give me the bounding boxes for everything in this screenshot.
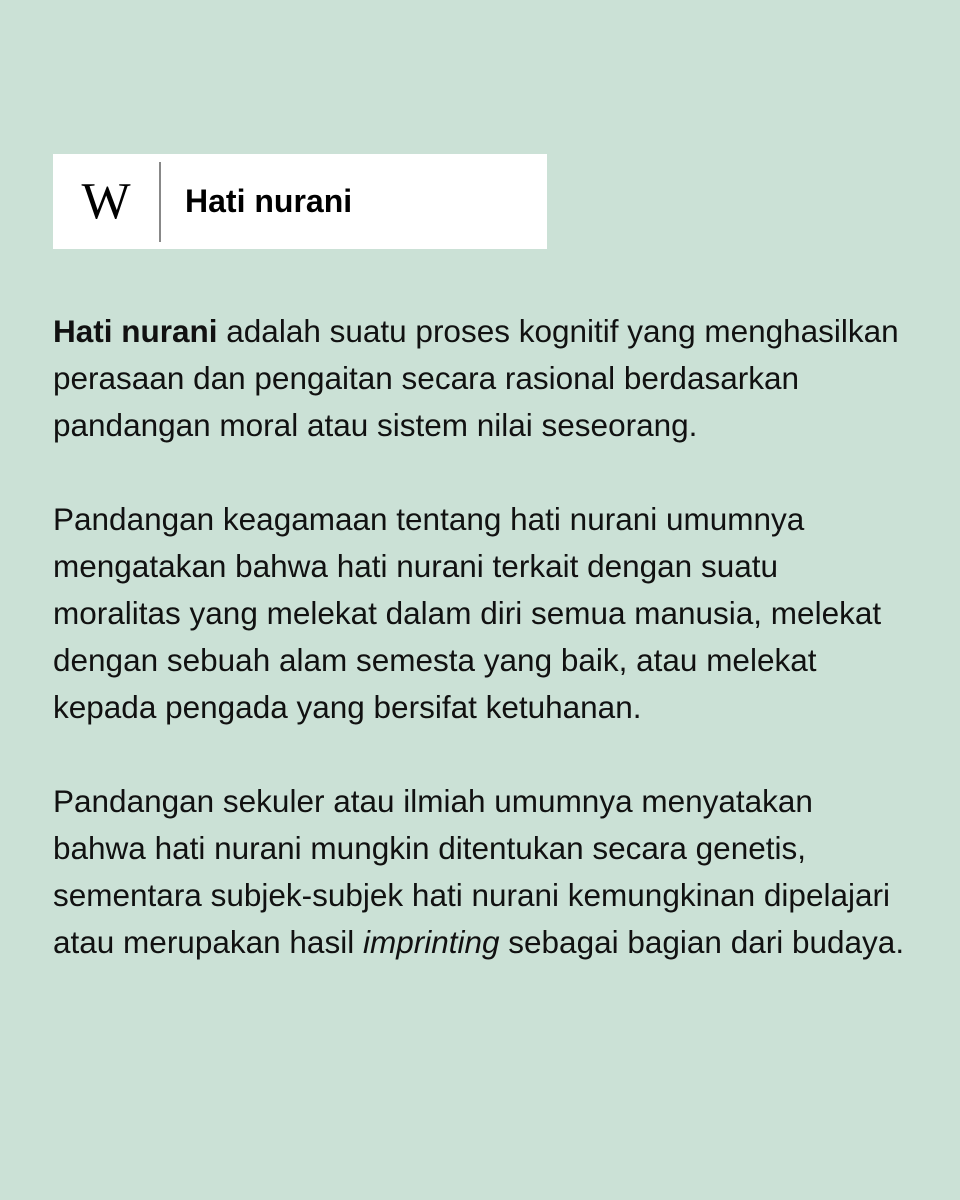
article-title: Hati nurani	[185, 183, 353, 219]
header-divider	[159, 162, 161, 242]
wikipedia-logo-icon: W	[81, 173, 125, 230]
article-header-card	[53, 154, 547, 249]
article-body	[53, 308, 913, 966]
paragraph-secular-view	[53, 778, 913, 966]
paragraph-text: adalah suatu proses kognitif yang menghasilkan perasaan dan pengaitan secara rasional berdasarkan pandangan moral atau sistem nilai seseorang.	[53, 313, 899, 443]
paragraph-text: Pandangan keagamaan tentang hati nurani umumnya mengatakan bahwa hati nurani terkait dengan suatu moralitas yang melekat dalam diri semua manusia, melekat dengan sebuah alam semesta yang baik, atau melekat kepada pengada yang bersifat ketuhanan.	[53, 501, 882, 725]
paragraph-religious-view	[53, 496, 913, 731]
bold-term: Hati nurani	[53, 313, 218, 349]
paragraph-definition	[53, 308, 913, 449]
paragraph-tail: sebagai bagian dari budaya.	[499, 924, 905, 960]
paragraph-text: Pandangan sekuler atau ilmiah umumnya menyatakan bahwa hati nurani mungkin ditentukan secara genetis, sementara subjek-subjek hati nurani kemungkinan dipelajari atau merupakan hasil	[53, 783, 890, 960]
italic-term: imprinting	[362, 924, 500, 960]
